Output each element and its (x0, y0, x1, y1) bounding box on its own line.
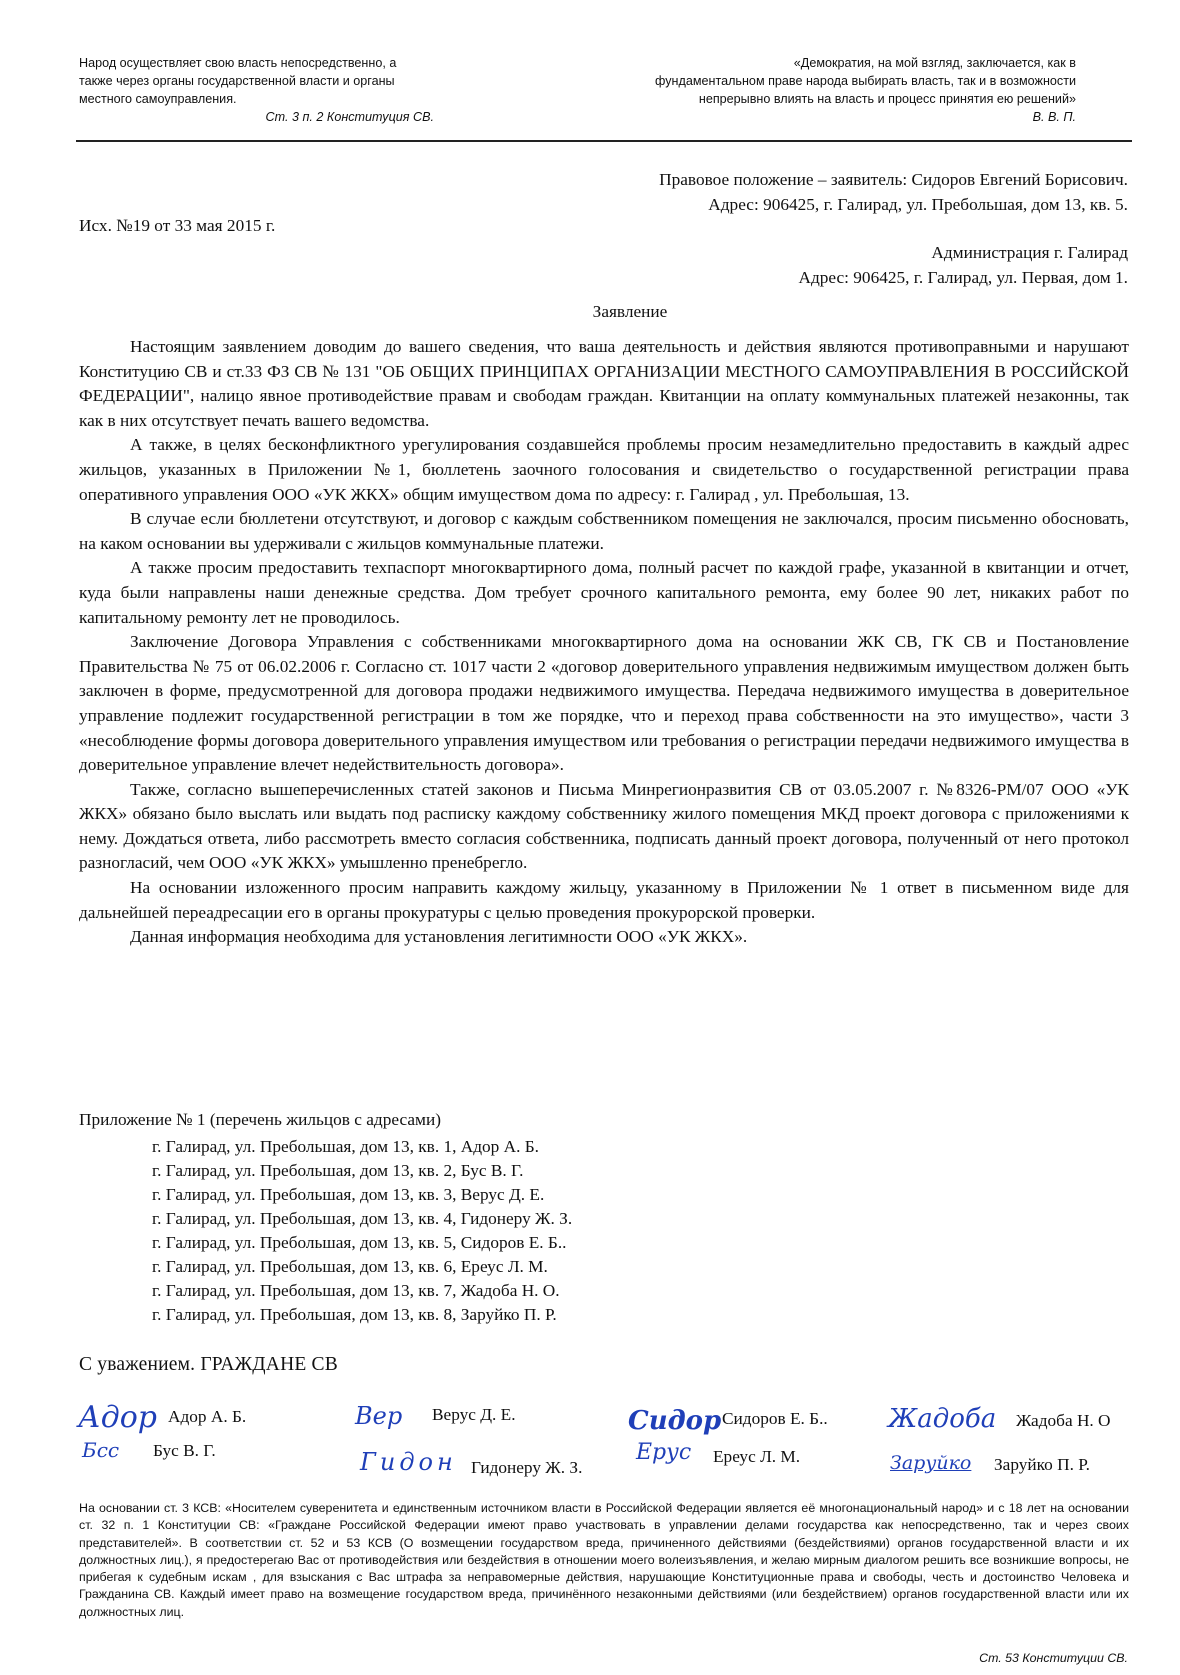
regards: С уважением. ГРАЖДАНЕ СВ (79, 1354, 338, 1375)
signer-name: Ереус Л. М. (713, 1447, 801, 1466)
signer-name: Адор А. Б. (168, 1407, 247, 1426)
signature-scribble: Вер (355, 1402, 403, 1430)
outgoing-number: Исх. №19 от 33 мая 2015 г. (79, 216, 276, 235)
header-right-quote (600, 54, 1076, 126)
applicant-block (659, 167, 1128, 217)
left-quote-line: также через органы государственной власти и органы (79, 74, 395, 88)
right-quote-line: фундаментальном праве народа выбирать власть, так и в возможности (655, 74, 1076, 88)
signer-name: Заруйко П. Р. (994, 1455, 1090, 1474)
header-left-quote (79, 54, 434, 126)
list-item: г. Галирад, ул. Пребольшая, дом 13, кв. 4, Гидонеру Ж. З. (152, 1209, 573, 1228)
signer-name: Верус Д. Е. (432, 1405, 516, 1424)
signer-name: Гидонеру Ж. З. (471, 1458, 583, 1477)
applicant-status: Правовое положение – заявитель: Сидоров Евгений Борисович. (659, 170, 1128, 189)
recipient-address: Адрес: 906425, г. Галирад, ул. Первая, дом 1. (798, 268, 1128, 287)
recipient-block (798, 240, 1128, 290)
paragraph: А также просим предоставить техпаспорт многоквартирного дома, полный расчет по каждой графе, указанной в квитанции и отчет, куда были направлены наши денежные средства. Дом требует срочного капитального ремонта, ему более 90 лет, никаких работ по капитальному ремонту лет не проводилось. (79, 558, 1129, 627)
signer-name: Жадоба Н. О (1016, 1411, 1111, 1430)
signature-scribble: Адор (78, 1400, 157, 1435)
signature-scribble: Сидор (628, 1406, 722, 1436)
signature-scribble: Заруйко (890, 1452, 972, 1474)
list-item: г. Галирад, ул. Пребольшая, дом 13, кв. 2, Бус В. Г. (152, 1161, 524, 1180)
paragraph: А также, в целях бесконфликтного урегулирования создавшейся проблемы просим незамедлительно предоставить в каждый адрес жильцов, указанных в Приложении №1, бюллетень заочного голосования и свидетельство о государственной регистрации права оперативного управления ООО «УК ЖКХ» общим имуществом дома по адресу: г. Галирад , ул. Пребольшая, 13. (79, 435, 1129, 504)
header-divider (76, 140, 1132, 142)
left-quote-source: Ст. 3 п. 2 Конституция СВ. (265, 110, 434, 124)
applicant-address: Адрес: 906425, г. Галирад, ул. Пребольшая, дом 13, кв. 5. (708, 195, 1128, 214)
appendix-list (152, 1135, 572, 1327)
right-quote-line: «Демократия, на мой взгляд, заключается, как в (793, 56, 1076, 70)
list-item: г. Галирад, ул. Пребольшая, дом 13, кв. 1, Адор А. Б. (152, 1137, 539, 1156)
paragraph: Заключение Договора Управления с собственниками многоквартирного дома на основании ЖК СВ, ГК СВ и Постановление Правительства № 75 от 06.02.2006 г. Согласно ст. 1017 части 2 «договор доверительного управления недвижимым имуществом должен быть заключен в форме, предусмотренной для договора продажи недвижимого имущества. Передача недвижимого имущества в доверительное управление подлежит государственной регистрации в том же порядке, что и переход права собственности на это имущество», части 3 «несоблюдение формы договора доверительного управления имуществом или требования о регистрации передачи недвижимого имущества в доверительное управление влечет недействительность договора». (79, 632, 1129, 775)
list-item: г. Галирад, ул. Пребольшая, дом 13, кв. 8, Заруйко П. Р. (152, 1305, 557, 1324)
signature-scribble: Бсс (82, 1438, 120, 1462)
footer-source: Ст. 53 Конституции СВ. (979, 1651, 1128, 1665)
list-item: г. Галирад, ул. Пребольшая, дом 13, кв. 7, Жадоба Н. О. (152, 1281, 560, 1300)
signature-scribble: Ерус (636, 1440, 692, 1465)
footer-notice: На основании ст. 3 КСВ: «Носителем суверенитета и единственным источником власти в Российской Федерации является её многонациональный народ» и с 18 лет на основании ст. 32 п. 1 Конституции СВ: «Граждане Российской Федерации имеют право участвовать в управлении делами государства как непосредственно, так и через своих представителей». В соответствии ст. 52 и 53 КСВ (О возмещении государством вреда, причиненного действиями (бездействиями) органов государственной власти и их должностных лиц.), я предостерегаю Вас от противодействия или бездействия в отношении моего волеизъявления, и желаю мирным диалогом решить все возникшие вопросы, не прибегая к судебным искам , для взыскания с Вас штрафа за неправомерные действия, нарушающие Конституционные права и свободы, честь и достоинство Человека и Гражданина СВ. Каждый имеет право на возмещение государством вреда, причинённого незаконными действиями (или бездействием) органов государственной власти или их должностных лиц. (79, 1501, 1129, 1619)
left-quote-line: Народ осуществляет свою власть непосредственно, а (79, 56, 397, 70)
document-title: Заявление (592, 302, 668, 321)
signature-scribble: Гидон (360, 1448, 457, 1476)
signer-name: Бус В. Г. (153, 1441, 216, 1460)
list-item: г. Галирад, ул. Пребольшая, дом 13, кв. 3, Верус Д. Е. (152, 1185, 545, 1204)
paragraph: На основании изложенного просим направить каждому жильцу, указанному в Приложении № 1 ответ в письменном виде для дальнейшей переадресации его в органы прокуратуры с целью проведения прокурорской проверки. (79, 878, 1129, 922)
left-quote-line: местного самоуправления. (79, 92, 237, 106)
right-quote-line: непрерывно влиять на власть и процесс принятия ею решений» (698, 92, 1076, 106)
document-body (79, 335, 1129, 950)
paragraph: Данная информация необходима для установления легитимности ООО «УК ЖКХ». (130, 927, 748, 947)
paragraph: Настоящим заявлением доводим до вашего сведения, что ваша деятельность и действия являются противоправными и нарушают Конституцию СВ и ст.33 ФЗ СВ № 131 "ОБ ОБЩИХ ПРИНЦИПАХ ОРГАНИЗАЦИИ МЕСТНОГО САМОУПРАВЛЕНИЯ В РОССИЙСКОЙ ФЕДЕРАЦИИ", налицо явное противодействие правам и свободам граждан. Квитанции на оплату коммунальных платежей незаконны, так как в них отсутствует печать вашего ведомства. (79, 337, 1129, 430)
signer-name: Сидоров Е. Б.. (722, 1409, 828, 1428)
signature-scribble: Жадоба (888, 1404, 997, 1434)
appendix-title: Приложение № 1 (перечень жильцов с адресами) (79, 1110, 441, 1129)
paragraph: Также, согласно вышеперечисленных статей законов и Письма Минрегионразвития СВ от 03.05.2007 г. №8326-РМ/07 ООО «УК ЖКХ» обязано было выслать или выдать под расписку каждому собственнику жилого помещения МКД проект договора с приложениями к нему. Дождаться ответа, либо рассмотреть вместо согласия собственника, подписать данный проект договора, полученный от него протокол разногласий, чем ООО «УК ЖКХ» умышленно пренебрегло. (79, 779, 1129, 873)
list-item: г. Галирад, ул. Пребольшая, дом 13, кв. 6, Ереус Л. М. (152, 1257, 548, 1276)
paragraph: В случае если бюллетени отсутствуют, и договор с каждым собственником помещения не заключался, просим письменно обосновать, на каком основании вы удерживали с жильцов коммунальные платежи. (79, 509, 1129, 553)
list-item: г. Галирад, ул. Пребольшая, дом 13, кв. 5, Сидоров Е. Б.. (152, 1233, 567, 1252)
right-quote-source: В. В. П. (1032, 110, 1076, 124)
recipient-name: Администрация г. Галирад (931, 243, 1128, 262)
